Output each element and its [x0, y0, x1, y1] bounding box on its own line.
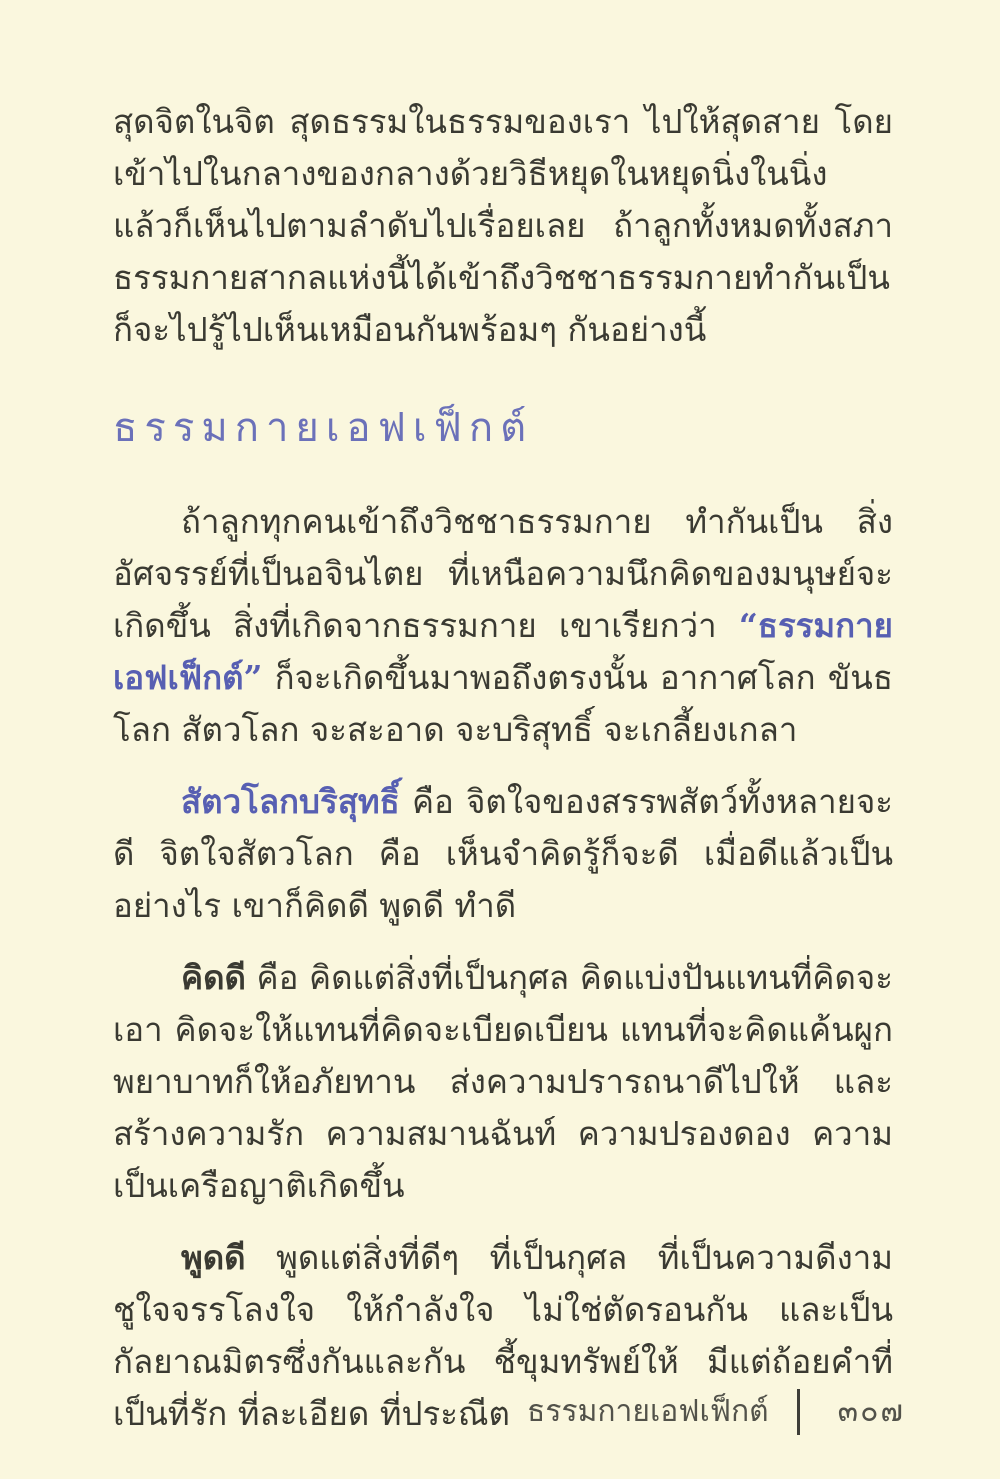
text-segment: พูดแต่สิ่งที่ดีๆ ที่เป็นกุศล ที่เป็นความดีงาม ชูใจจรรโลงใจ ให้กำลังใจ ไม่ใช่ตัดรอนกัน และเป็นกัลยาณมิตรซึ่งกันและกัน ชี้ขุมทรัพย์ให้ มีแต่ถ้อยคำที่เป็นที่รัก ที่ละเอียด ที่ประณีต [113, 1238, 893, 1433]
emphasis-segment: พูดดี [181, 1238, 246, 1277]
paragraph [113, 776, 893, 932]
paragraph [113, 496, 893, 756]
text-segment: ก็จะเกิดขึ้นมาพอถึงตรงนั้น อากาศโลก ขันธโลก สัตวโลก จะสะอาด จะบริสุทธิ์ จะเกลี้ยงเกลา [113, 658, 893, 749]
page-footer [527, 1389, 905, 1435]
footer-divider [797, 1389, 800, 1435]
text-segment: ถ้าลูกทุกคนเข้าถึงวิชชาธรรมกาย ทำกันเป็น สิ่งอัศจรรย์ที่เป็นอจินไตย ที่เหนือความนึกคิดของมนุษย์จะเกิดขึ้น สิ่งที่เกิดจากธรรมกาย เขาเรียกว่า [113, 502, 893, 645]
paragraph [113, 96, 893, 356]
paragraph [113, 952, 893, 1212]
emphasis-segment: คิดดี [181, 958, 246, 997]
text-segment: สุดจิตในจิต สุดธรรมในธรรมของเรา ไปให้สุดสาย โดยเข้าไปในกลางของกลางด้วยวิธีหยุดในหยุดนิ่งในนิ่ง แล้วก็เห็นไปตามลำดับไปเรื่อยเลย ถ้าลูกทั้งหมดทั้งสภาธรรมกายสากลแห่งนี้ได้เข้าถึงวิชชาธรรมกายทำกันเป็น ก็จะไปรู้ไปเห็นเหมือนกันพร้อมๆ กันอย่างนี้ [113, 102, 893, 349]
emphasis-segment: “ธรรมกายเอฟเฟ็กต์” [113, 606, 893, 697]
footer-page-number: ๓๐๗ [837, 1394, 905, 1429]
body-paragraphs-main [113, 496, 893, 1440]
text-segment: คือ คิดแต่สิ่งที่เป็นกุศล คิดแบ่งปันแทนที่คิดจะเอา คิดจะให้แทนที่คิดจะเบียดเบียน แทนที่จะคิดแค้นผูกพยาบาทก็ให้อภัยทาน ส่งความปรารถนาดีไปให้ และสร้างความรัก ความสมานฉันท์ ความปรองดอง ความเป็นเครือญาติเกิดขึ้น [113, 958, 893, 1205]
footer-running-title: ธรรมกายเอฟเฟ็กต์ [527, 1394, 769, 1429]
body-paragraphs-top [113, 96, 893, 356]
text-segment: คือ จิตใจของสรรพสัตว์ทั้งหลายจะดี จิตใจสัตวโลก คือ เห็นจำคิดรู้ก็จะดี เมื่อดีแล้วเป็นอย่างไร เขาก็คิดดี พูดดี ทำดี [113, 782, 893, 925]
section-heading: ธรรมกายเอฟเฟ็กต์ [113, 405, 534, 451]
emphasis-segment: สัตวโลกบริสุทธิ์ [181, 782, 400, 821]
